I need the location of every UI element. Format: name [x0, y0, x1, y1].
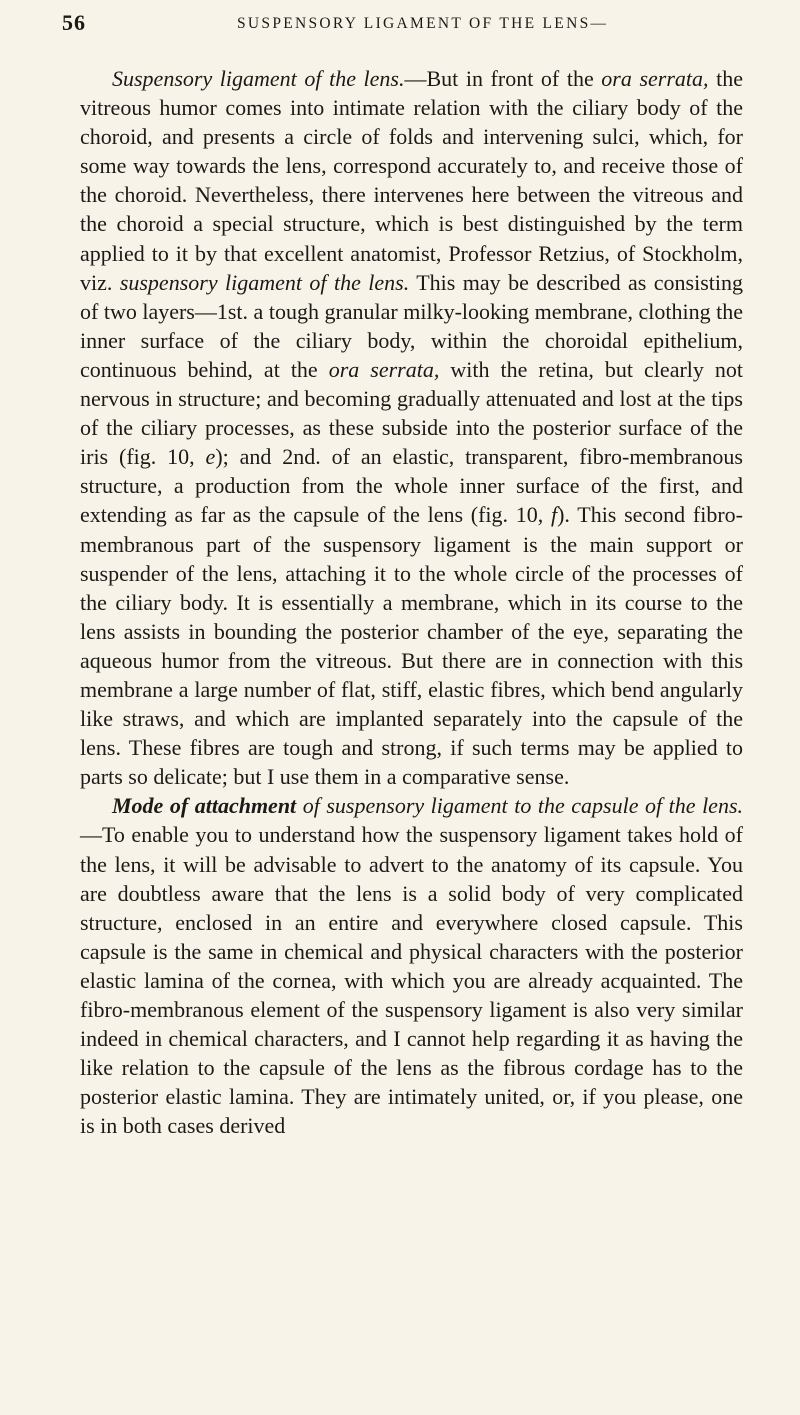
- figure-label: f: [550, 502, 558, 528]
- page-header: [62, 10, 762, 44]
- text-run: with the retina, but clearly not nervous in structure; and becoming gradually attenuated and lost at the tips of the ciliary processes, as these subside into the posterior surface of the iris (fig. 10,: [80, 356, 744, 470]
- running-head: SUSPENSORY LIGAMENT OF THE LENS—: [237, 15, 609, 32]
- paragraph-suspensory-ligament: [80, 64, 743, 791]
- paragraph-mode-of-attachment: [80, 791, 743, 1140]
- text-run: ). This second fibro-membranous part of the suspensory ligament is the main support or suspender of the lens, attaching it to the whole circle of the processes of the ciliary body. It is essentially a membrane, which in its course to the lens assists in bounding the posterior chamber of the eye, separating the aqueous humor from the vitreous. But there are in connection with this membrane a large number of flat, stiff, elastic fibres, which bend angularly like straws, and which are implanted separately into the capsule of the lens. These fibres are tough and strong, if such terms may be applied to parts so delicate; but I use them in a comparative sense.: [80, 502, 743, 790]
- latin-term: ora serrata,: [328, 356, 440, 382]
- body-text: [80, 64, 743, 1140]
- text-run: —To enable you to understand how the suspensory ligament takes hold of the lens, it will be advisable to advert to the anatomy of its capsule. You are doubtless aware that the lens is a solid body of very complicated structure, enclosed in an entire and everywhere closed capsule. This capsule is the same in chemical and physical characters with the posterior elastic lamina of the cornea, with which you are already acquainted. The fibro-membranous element of the suspensory ligament is also very similar indeed in chemical characters, and I cannot help regarding it as having the like relation to the capsule of the lens as the fibrous cordage has to the posterior elastic lamina. They are intimately united, or, if you please, one is in both cases derived: [80, 822, 743, 1139]
- page-number: 56: [62, 10, 86, 35]
- section-heading-bold: Mode of attachment: [112, 793, 297, 819]
- section-heading: of suspensory ligament to the capsule of the lens.: [296, 793, 744, 819]
- text-run: the vitreous humor comes into intimate relation with the ciliary body of the choroid, and presents a circle of folds and intervening sulci, which, for some way towards the lens, correspond accurately to, and receive those of the choroid. Nevertheless, there intervenes here between the vitreous and the choroid a special structure, which is best distinguished by the term applied to it by that excellent anatomist, Professor Retzius, of Stockholm, viz.: [80, 66, 743, 295]
- term-emphasis: suspensory ligament of the lens.: [119, 269, 410, 295]
- figure-label: e: [205, 444, 216, 470]
- section-heading: Suspensory ligament of the lens.: [112, 66, 405, 91]
- text-run: This may be described as consisting of two layers—1st. a tough granular milky-looking membrane, clothing the inner surface of the ciliary body, within the choroidal epithelium, continuous behind, at the: [80, 269, 743, 382]
- text-run: —But in front of the: [404, 66, 602, 91]
- text-run: ); and 2nd. of an elastic, transparent, fibro-membranous structure, a production from the whole inner surface of the first, and extending as far as the capsule of the lens (fig. 10,: [80, 444, 743, 528]
- latin-term: ora serrata,: [601, 66, 709, 91]
